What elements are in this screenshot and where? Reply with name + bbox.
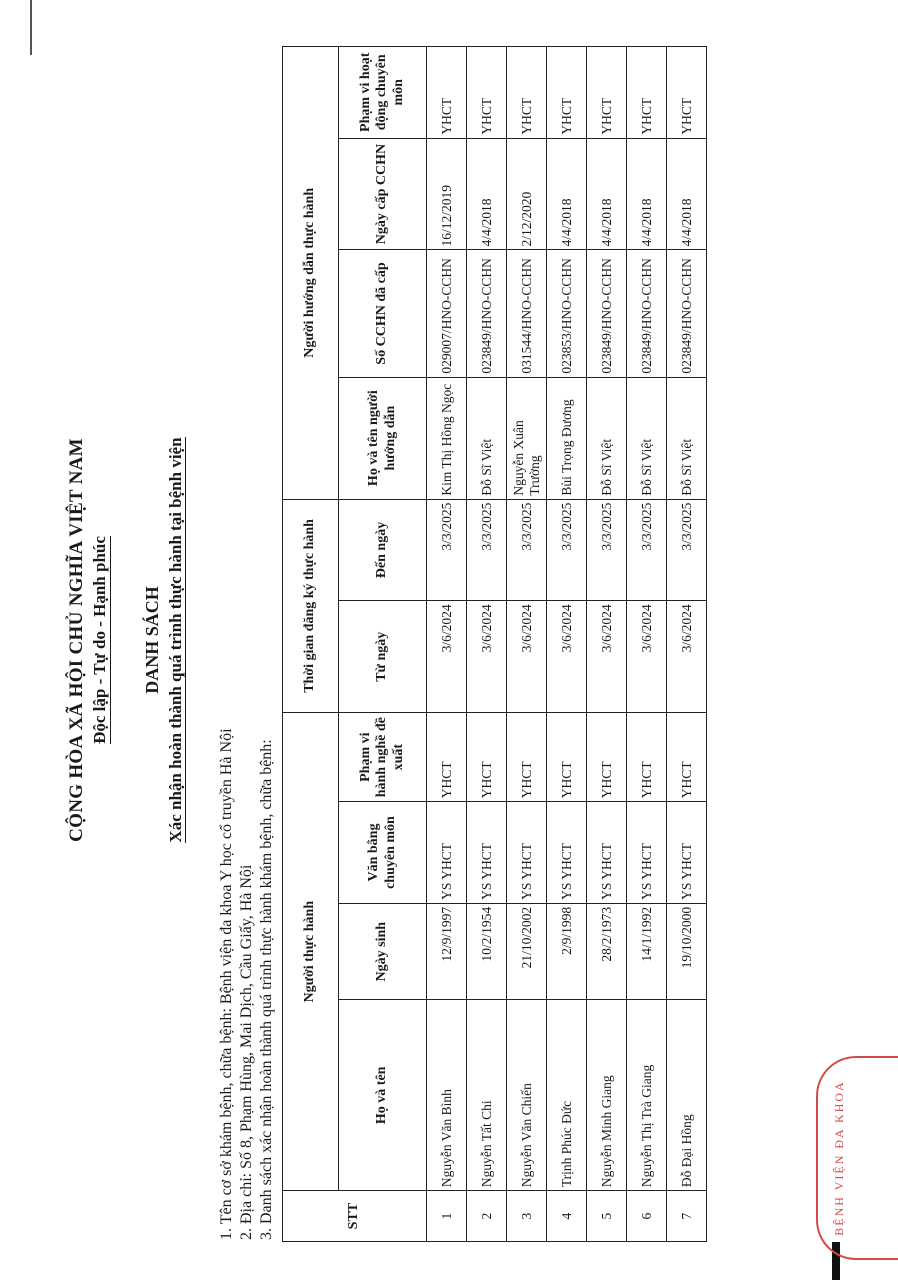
header-cert-date: Ngày cấp CCHN: [339, 138, 427, 250]
cell-cert-date: 2/12/2020: [507, 138, 547, 250]
cell-to-date: 3/3/2025: [467, 499, 507, 601]
cell-cert-date: 4/4/2018: [667, 138, 707, 250]
cell-from-date: 3/6/2024: [427, 601, 467, 713]
cell-to-date: 3/3/2025: [507, 499, 547, 601]
cell-scope: YHCT: [587, 47, 627, 139]
cell-cert-number: 023849/HNO-CCHN: [467, 250, 507, 377]
header-to-date: Đến ngày: [339, 499, 427, 601]
cell-cert-date: 4/4/2018: [627, 138, 667, 250]
header-scope-proposed: Phạm vi hành nghề đề xuất: [339, 713, 427, 802]
cell-name: Đỗ Đại Hồng: [667, 1000, 707, 1191]
cell-cert-date: 4/4/2018: [467, 138, 507, 250]
cell-scope-proposed: YHCT: [507, 713, 547, 802]
cell-supervisor-name: Đỗ Sĩ Việt: [587, 377, 627, 499]
cell-scope-proposed: YHCT: [667, 713, 707, 802]
subtitle-text: Xác nhận hoàn thành quá trình thực hành tại bệnh viện: [166, 437, 185, 843]
cell-stt: 5: [587, 1191, 627, 1242]
header-dob: Ngày sinh: [339, 903, 427, 1000]
cell-stt: 7: [667, 1191, 707, 1242]
cell-supervisor-name: Bùi Trọng Đương: [547, 377, 587, 499]
cell-degree: YS YHCT: [427, 802, 467, 904]
cell-degree: YS YHCT: [467, 802, 507, 904]
cell-scope-proposed: YHCT: [587, 713, 627, 802]
cell-stt: 2: [467, 1191, 507, 1242]
facility-name-line: 1. Tên cơ sở khám bệnh, chữa bệnh: Bệnh viện đa khoa Y học cổ truyền Hà Nội: [218, 728, 235, 1240]
cell-name: Nguyễn Tất Chi: [467, 1000, 507, 1191]
cell-cert-number: 023849/HNO-CCHN: [627, 250, 667, 377]
cell-scope: YHCT: [427, 47, 467, 139]
cell-name: Nguyễn Minh Giang: [587, 1000, 627, 1191]
cell-to-date: 3/3/2025: [627, 499, 667, 601]
header-practitioner-group: Người thực hành: [283, 713, 339, 1191]
cell-to-date: 3/3/2025: [427, 499, 467, 601]
cell-dob: 19/10/2000: [667, 903, 707, 1000]
cell-stt: 1: [427, 1191, 467, 1242]
header-from-date: Từ ngày: [339, 601, 427, 713]
document-title: DANH SÁCH: [142, 586, 162, 694]
cell-dob: 21/10/2002: [507, 903, 547, 1000]
cell-supervisor-name: Nguyễn Xuân Trường: [507, 377, 547, 499]
cell-dob: 28/2/1973: [587, 903, 627, 1000]
header-name: Họ và tên: [339, 1000, 427, 1191]
cell-from-date: 3/6/2024: [627, 601, 667, 713]
cell-scope-proposed: YHCT: [547, 713, 587, 802]
document-subtitle: [166, 0, 186, 1280]
cell-cert-date: 4/4/2018: [587, 138, 627, 250]
cell-from-date: 3/6/2024: [667, 601, 707, 713]
cell-scope: YHCT: [507, 47, 547, 139]
motto-text: Độc lập - Tự do - Hạnh phúc: [90, 536, 109, 744]
cell-cert-number: 031544/HNO-CCHN: [507, 250, 547, 377]
table-row: [547, 47, 587, 1242]
cell-cert-date: 16/12/2019: [427, 138, 467, 250]
cell-scope-proposed: YHCT: [427, 713, 467, 802]
cell-degree: YS YHCT: [627, 802, 667, 904]
table-row: [667, 47, 707, 1242]
country-heading: CỘNG HÒA XÃ HỘI CHỦ NGHĨA VIỆT NAM: [66, 438, 87, 842]
cell-scope-proposed: YHCT: [627, 713, 667, 802]
address-line: 2. Địa chỉ: Số 8, Phạm Hùng, Mai Dịch, Cầu Giấy, Hà Nội: [238, 864, 255, 1240]
header-supervisor-group: Người hướng dẫn thực hành: [283, 47, 339, 500]
cell-scope: YHCT: [467, 47, 507, 139]
cell-from-date: 3/6/2024: [507, 601, 547, 713]
cell-dob: 10/2/1954: [467, 903, 507, 1000]
table-row: [427, 47, 467, 1242]
cell-degree: YS YHCT: [507, 802, 547, 904]
cell-cert-number: 023853/HNO-CCHN: [547, 250, 587, 377]
cell-supervisor-name: Kim Thị Hồng Ngọc: [427, 377, 467, 499]
header-supervisor-name: Họ và tên người hướng dẫn: [339, 377, 427, 499]
list-intro-line: 3. Danh sách xác nhận hoàn thành quá trình thực hành khám bệnh, chữa bệnh:: [258, 739, 275, 1240]
cell-stt: 3: [507, 1191, 547, 1242]
cell-supervisor-name: Đỗ Sĩ Việt: [467, 377, 507, 499]
cell-scope: YHCT: [667, 47, 707, 139]
cell-cert-date: 4/4/2018: [547, 138, 587, 250]
cell-to-date: 3/3/2025: [667, 499, 707, 601]
cell-name: Nguyễn Văn Chiến: [507, 1000, 547, 1191]
red-seal-stamp: [816, 1056, 898, 1260]
cell-from-date: 3/6/2024: [587, 601, 627, 713]
header-scope: Phạm vi hoạt động chuyên môn: [339, 47, 427, 139]
cell-from-date: 3/6/2024: [467, 601, 507, 713]
header-cert-number: Số CCHN đã cấp: [339, 250, 427, 377]
table-row: [587, 47, 627, 1242]
cell-supervisor-name: Đỗ Sĩ Việt: [627, 377, 667, 499]
cell-degree: YS YHCT: [587, 802, 627, 904]
cell-to-date: 3/3/2025: [587, 499, 627, 601]
motto-heading: [90, 0, 110, 1280]
cell-cert-number: 023849/HNO-CCHN: [587, 250, 627, 377]
cell-name: Nguyễn Thị Trà Giang: [627, 1000, 667, 1191]
header-period-group: Thời gian đăng ký thực hành: [283, 499, 339, 713]
cell-stt: 6: [627, 1191, 667, 1242]
table-row: [467, 47, 507, 1242]
practice-completion-table: [282, 46, 707, 1242]
table-row: [507, 47, 547, 1242]
table-row: [627, 47, 667, 1242]
cell-stt: 4: [547, 1191, 587, 1242]
cell-degree: YS YHCT: [667, 802, 707, 904]
cell-cert-number: 023849/HNO-CCHN: [667, 250, 707, 377]
cell-dob: 14/1/1992: [627, 903, 667, 1000]
cell-from-date: 3/6/2024: [547, 601, 587, 713]
cell-dob: 12/9/1997: [427, 903, 467, 1000]
cell-name: Nguyễn Văn Bình: [427, 1000, 467, 1191]
stamp-text: BỆNH VIỆN ĐA KHOA: [832, 1080, 846, 1236]
cell-degree: YS YHCT: [547, 802, 587, 904]
cell-scope: YHCT: [627, 47, 667, 139]
cell-name: Trịnh Phúc Đức: [547, 1000, 587, 1191]
cell-supervisor-name: Đỗ Sĩ Việt: [667, 377, 707, 499]
header-stt: STT: [283, 1191, 427, 1242]
cell-cert-number: 029007/HNO-CCHN: [427, 250, 467, 377]
cell-to-date: 3/3/2025: [547, 499, 587, 601]
cell-scope-proposed: YHCT: [467, 713, 507, 802]
header-degree: Văn bằng chuyên môn: [339, 802, 427, 904]
cell-scope: YHCT: [547, 47, 587, 139]
cell-dob: 2/9/1998: [547, 903, 587, 1000]
